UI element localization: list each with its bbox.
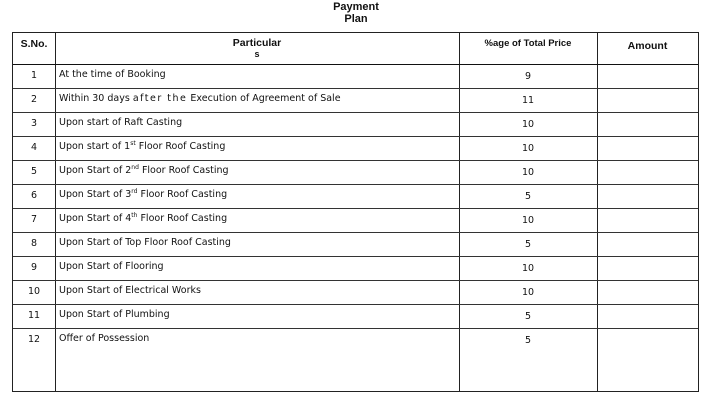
row-particular-text: Upon Start of 4: [59, 213, 132, 224]
row-particular-text: Upon Start of Electrical Works: [59, 285, 201, 296]
row-divider: [13, 112, 698, 113]
row-divider: [13, 232, 698, 233]
row-sno: 2: [30, 94, 38, 105]
header-percent: %age of Total Price: [484, 38, 572, 49]
row-divider: [13, 256, 698, 257]
row-sno: 12: [27, 334, 41, 345]
row-particular-text-end: Floor Roof Casting: [137, 213, 228, 224]
row-particular: [59, 117, 182, 129]
page-title-line-1: Payment: [333, 1, 379, 13]
row-divider: [13, 328, 698, 329]
row-particular-text: Upon Start of Flooring: [59, 261, 164, 272]
row-sno: 9: [30, 262, 38, 273]
row-divider: [13, 208, 698, 209]
row-sno: 7: [30, 214, 38, 225]
row-particular-text: Upon start of 1: [59, 141, 131, 152]
row-sno: 8: [30, 238, 38, 249]
row-percent: 5: [524, 335, 532, 346]
row-sno: 3: [30, 118, 38, 129]
row-divider: [13, 160, 698, 161]
row-particular: [59, 237, 231, 249]
row-particular-spaced-text: after the: [132, 93, 188, 104]
row-percent: 10: [521, 167, 535, 178]
row-particular-ordinal: th: [131, 212, 138, 219]
row-particular-text-end: Floor Roof Casting: [138, 165, 229, 176]
row-percent: 9: [524, 71, 532, 82]
header-sno: S.No.: [20, 38, 48, 50]
row-particular: [59, 333, 149, 345]
payment-plan-table: [12, 32, 699, 392]
row-particular: [59, 213, 227, 225]
header-particulars-line-1: Particular: [232, 37, 282, 49]
row-divider: [13, 184, 698, 185]
row-particular: [59, 261, 164, 273]
row-particular-text: Upon start of Raft Casting: [59, 117, 183, 128]
row-particular-ordinal: st: [130, 140, 136, 147]
row-particular-text: At the time of Booking: [59, 69, 166, 80]
page-title: [300, 1, 412, 25]
row-percent: 5: [524, 311, 532, 322]
row-particular-text: Upon Start of Plumbing: [59, 309, 170, 320]
row-percent: 10: [521, 143, 535, 154]
row-sno: 11: [27, 310, 41, 321]
row-particular-ordinal: nd: [131, 164, 139, 171]
row-percent: 10: [521, 287, 535, 298]
row-particular-text-end: Floor Roof Casting: [137, 189, 228, 200]
row-divider: [13, 136, 698, 137]
row-particular: [59, 189, 227, 201]
row-percent: 10: [521, 119, 535, 130]
row-sno: 1: [30, 70, 38, 81]
row-particular: [59, 165, 229, 177]
row-particular-text-end: Execution of Agreement of Sale: [187, 93, 341, 104]
row-percent: 5: [524, 239, 532, 250]
row-particular-text: Offer of Possession: [59, 333, 150, 344]
row-particular: [59, 141, 225, 153]
row-sno: 5: [30, 166, 38, 177]
row-percent: 5: [524, 191, 532, 202]
header-particulars: [55, 37, 459, 60]
row-sno: 4: [30, 142, 38, 153]
column-divider: [597, 33, 598, 391]
header-particulars-line-2: s: [254, 49, 260, 59]
row-percent: 10: [521, 263, 535, 274]
row-particular: [59, 309, 170, 321]
row-particular: [59, 93, 341, 105]
row-sno: 6: [30, 190, 38, 201]
row-divider: [13, 304, 698, 305]
row-particular-text: Upon Start of Top Floor Roof Casting: [59, 237, 231, 248]
row-divider: [13, 280, 698, 281]
row-sno: 10: [27, 286, 41, 297]
row-particular: [59, 69, 166, 81]
row-particular-text: Within 30 days: [59, 93, 133, 104]
row-percent: 11: [521, 95, 535, 106]
row-divider: [13, 88, 698, 89]
header-amount: Amount: [627, 40, 668, 52]
row-particular-ordinal: rd: [131, 188, 138, 195]
row-particular-text: Upon Start of 2: [59, 165, 132, 176]
row-particular: [59, 285, 201, 297]
page-title-line-2: Plan: [344, 13, 368, 25]
row-particular-text-end: Floor Roof Casting: [135, 141, 226, 152]
column-divider: [55, 33, 56, 391]
row-percent: 10: [521, 215, 535, 226]
header-divider: [13, 64, 698, 65]
row-particular-text: Upon Start of 3: [59, 189, 132, 200]
